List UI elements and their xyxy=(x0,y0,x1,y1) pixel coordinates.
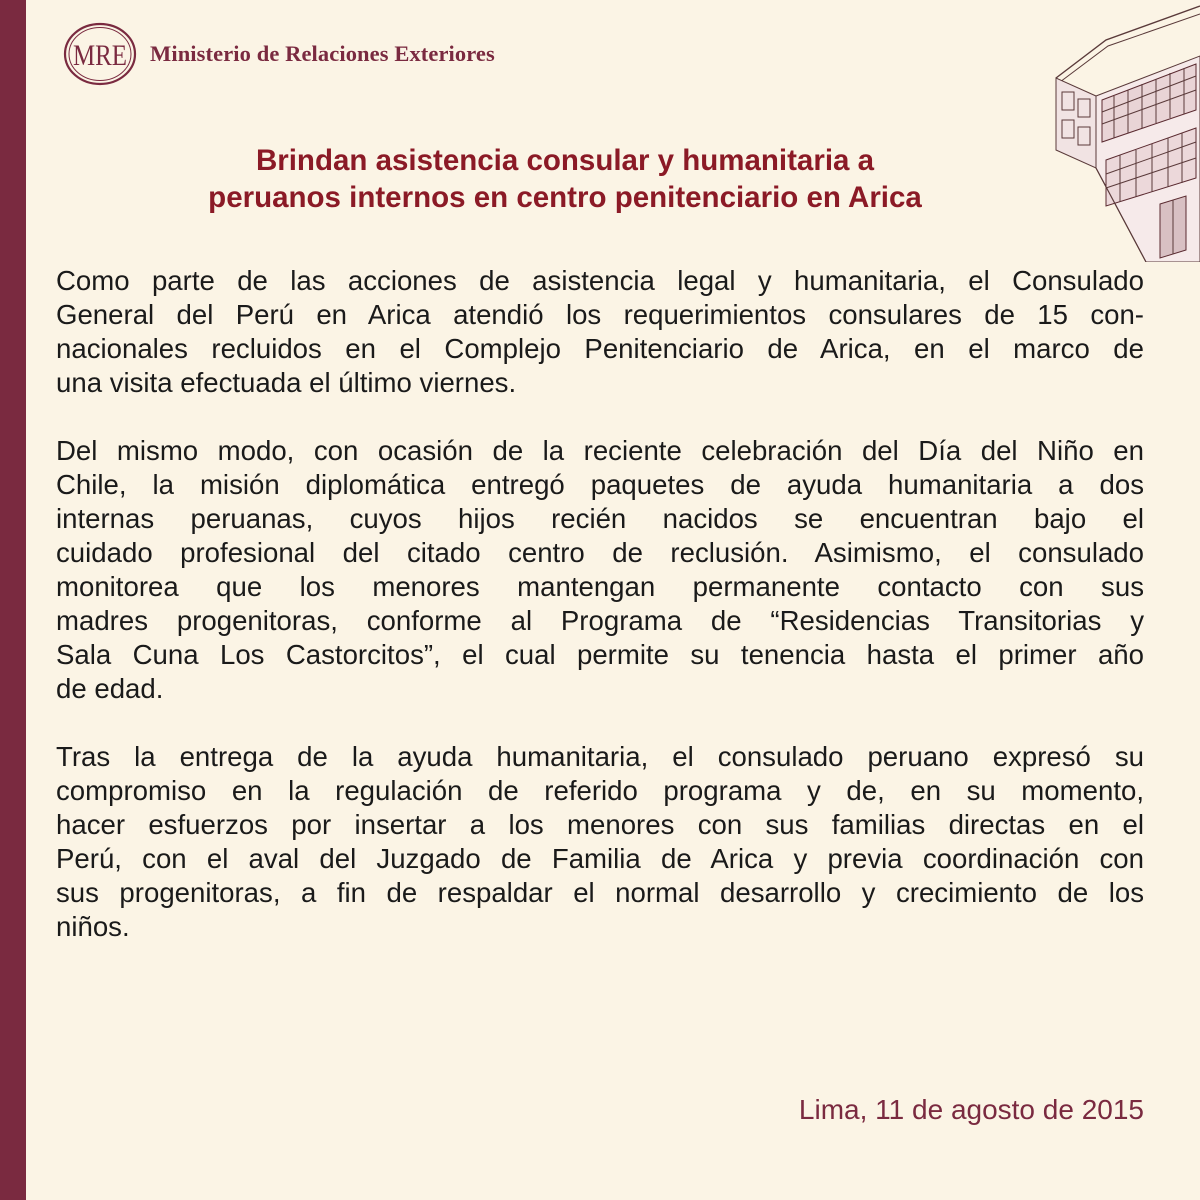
paragraph-line: Perú, con el aval del Juzgado de Familia de Arica y previa coordinación con xyxy=(56,843,1144,874)
ministry-name: Ministerio de Relaciones Exteriores xyxy=(150,41,495,66)
paragraph-line: nacionales recluidos en el Complejo Penitenciario de Arica, en el marco de xyxy=(56,333,1144,364)
ministry-header xyxy=(62,22,495,86)
colonial-building-illustration xyxy=(1036,0,1200,262)
press-release-title xyxy=(70,142,1060,216)
paragraph-line: hacer esfuerzos por insertar a los menores con sus familias directas en el xyxy=(56,809,1144,840)
paragraph-line: sus progenitoras, a fin de respaldar el normal desarrollo y crecimiento de los xyxy=(56,877,1144,908)
paragraph-line: Como parte de las acciones de asistencia legal y humanitaria, el Consulado xyxy=(56,265,1144,296)
paragraph-line: cuidado profesional del citado centro de reclusión. Asimismo, el consulado xyxy=(56,537,1144,568)
paragraph-3 xyxy=(56,740,1144,944)
paragraph-line: internas peruanas, cuyos hijos recién nacidos se encuentran bajo el xyxy=(56,503,1144,534)
paragraph-line: madres progenitoras, conforme al Programa de “Residencias Transitorias y xyxy=(56,605,1144,636)
paragraph-line: Tras la entrega de la ayuda humanitaria, el consulado peruano expresó su xyxy=(56,741,1144,772)
paragraph-line: de edad. xyxy=(56,673,164,704)
paragraph-2 xyxy=(56,434,1144,706)
title-line-1: Brindan asistencia consular y humanitaria a xyxy=(255,144,875,177)
paragraph-line: monitorea que los menores mantengan permanente contacto con sus xyxy=(56,571,1144,602)
svg-text:MRE: MRE xyxy=(73,39,127,72)
paragraph-line: compromiso en la regulación de referido programa y de, en su momento, xyxy=(56,775,1144,806)
paragraph-line: General del Perú en Arica atendió los requerimientos consulares de 15 con- xyxy=(56,299,1144,330)
press-release-body xyxy=(56,264,1144,978)
paragraph-line: Del mismo modo, con ocasión de la reciente celebración del Día del Niño en xyxy=(56,435,1144,466)
paragraph-line: niños. xyxy=(56,911,130,942)
paragraph-line: Sala Cuna Los Castorcitos”, el cual permite su tenencia hasta el primer año xyxy=(56,639,1144,670)
mre-seal-logo xyxy=(62,22,138,86)
paragraph-line: una visita efectuada el último viernes. xyxy=(56,367,517,398)
title-line-2: peruanos internos en centro penitenciario en Arica xyxy=(208,181,922,214)
paragraph-1 xyxy=(56,264,1144,400)
paragraph-line: Chile, la misión diplomática entregó paquetes de ayuda humanitaria a dos xyxy=(56,469,1144,500)
date-line: Lima, 11 de agosto de 2015 xyxy=(798,1094,1144,1125)
left-accent-bar xyxy=(0,0,26,1200)
